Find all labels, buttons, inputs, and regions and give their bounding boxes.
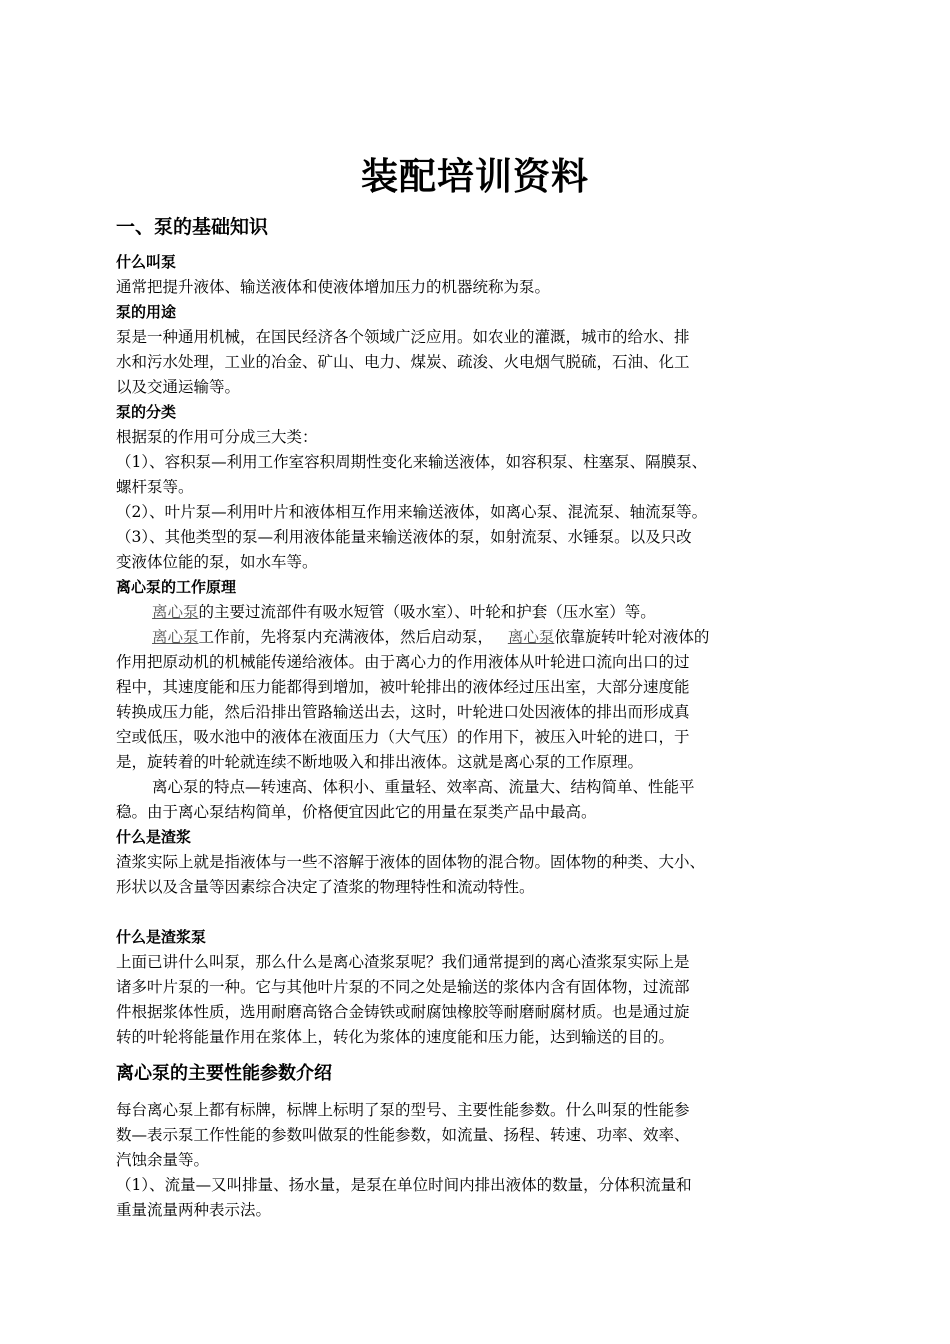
paragraph-line: 重量流量两种表示法。 bbox=[116, 1201, 272, 1219]
paragraph-line: 根据泵的作用可分成三大类： bbox=[116, 428, 318, 446]
text-span: 依靠旋转叶轮对液体的 bbox=[554, 628, 710, 646]
paragraph-line: 上面已讲什么叫泵，那么什么是离心渣浆泵呢？我们通常提到的离心渣浆泵实际上是 bbox=[116, 953, 690, 971]
text-span: 工作前，先将泵内充满液体，然后启动泵， bbox=[198, 628, 494, 646]
section-heading-performance-params: 离心泵的主要性能参数介绍 bbox=[116, 1063, 332, 1084]
paragraph-line: 渣浆实际上就是指液体与一些不溶解于液体的固体物的混合物。固体物的种类、大小、 bbox=[116, 853, 706, 871]
subheading-classification: 泵的分类 bbox=[116, 403, 177, 421]
paragraph-line: 变液体位能的泵，如水车等。 bbox=[116, 553, 318, 571]
paragraph-line: 以及交通运输等。 bbox=[116, 378, 241, 396]
centrifugal-pump-link[interactable]: 离心泵 bbox=[152, 628, 199, 646]
paragraph-line: 作用把原动机的机械能传递给液体。由于离心力的作用液体从叶轮进口流向出口的过 bbox=[116, 653, 690, 671]
paragraph-line: （1）、容积泵—利用工作室容积周期性变化来输送液体，如容积泵、柱塞泵、隔膜泵、 bbox=[116, 453, 708, 471]
paragraph-line: 转换成压力能，然后沿排出管路输送出去，这时，叶轮进口处因液体的排出而形成真 bbox=[116, 703, 690, 721]
section-heading-basics: 一、泵的基础知识 bbox=[116, 216, 269, 238]
paragraph-line: 离心泵的特点—转速高、体积小、重量轻、效率高、流量大、结构简单、性能平 bbox=[152, 778, 695, 796]
paragraph-line: 数—表示泵工作性能的参数叫做泵的性能参数，如流量、扬程、转速、功率、效率、 bbox=[116, 1126, 690, 1144]
paragraph-line: 稳。由于离心泵结构简单，价格便宜因此它的用量在泵类产品中最高。 bbox=[116, 803, 597, 821]
paragraph-line: 泵是一种通用机械，在国民经济各个领域广泛应用。如农业的灌溉，城市的给水、排 bbox=[116, 328, 690, 346]
document-title: 装配培训资料 bbox=[361, 155, 589, 198]
paragraph-line bbox=[152, 625, 709, 649]
paragraph-line: 诸多叶片泵的一种。它与其他叶片泵的不同之处是输送的浆体内含有固体物，过流部 bbox=[116, 978, 690, 996]
paragraph-line: （1）、流量—又叫排量、扬水量，是泵在单位时间内排出液体的数量，分体积流量和 bbox=[116, 1176, 692, 1194]
paragraph-line: 转的叶轮将能量作用在浆体上，转化为浆体的速度能和压力能，达到输送的目的。 bbox=[116, 1028, 675, 1046]
paragraph-line bbox=[152, 600, 656, 624]
paragraph-line: 汽蚀余量等。 bbox=[116, 1151, 210, 1169]
paragraph-line: （3）、其他类型的泵—利用液体能量来输送液体的泵，如射流泵、水锤泵。以及只改 bbox=[116, 528, 692, 546]
paragraph-line: 是，旋转着的叶轮就连续不断地吸入和排出液体。这就是离心泵的工作原理。 bbox=[116, 753, 644, 771]
subheading-usage: 泵的用途 bbox=[116, 303, 177, 321]
centrifugal-pump-link[interactable]: 离心泵 bbox=[152, 603, 199, 621]
paragraph-line: 形状以及含量等因素综合决定了渣浆的物理特性和流动特性。 bbox=[116, 878, 535, 896]
subheading-slurry-pump: 什么是渣浆泵 bbox=[116, 928, 207, 946]
paragraph-line: 件根据浆体性质，选用耐磨高铬合金铸铁或耐腐蚀橡胶等耐磨耐腐材质。也是通过旋 bbox=[116, 1003, 690, 1021]
paragraph-line: 水和污水处理，工业的冶金、矿山、电力、煤炭、疏浚、火电烟气脱硫，石油、化工 bbox=[116, 353, 690, 371]
paragraph-line: 通常把提升液体、输送液体和使液体增加压力的机器统称为泵。 bbox=[116, 278, 551, 296]
subheading-what-is-pump: 什么叫泵 bbox=[116, 253, 177, 271]
subheading-working-principle: 离心泵的工作原理 bbox=[116, 578, 237, 596]
paragraph-line: 螺杆泵等。 bbox=[116, 478, 194, 496]
paragraph-line: （2）、叶片泵—利用叶片和液体相互作用来输送液体，如离心泵、混流泵、轴流泵等。 bbox=[116, 503, 708, 521]
centrifugal-pump-link[interactable]: 离心泵 bbox=[507, 628, 555, 646]
paragraph-line: 空或低压，吸水池中的液体在液面压力（大气压）的作用下，被压入叶轮的进口，于 bbox=[116, 728, 690, 746]
subheading-slurry: 什么是渣浆 bbox=[116, 828, 192, 846]
paragraph-line: 每台离心泵上都有标牌，标牌上标明了泵的型号、主要性能参数。什么叫泵的性能参 bbox=[116, 1101, 690, 1119]
paragraph-line: 程中，其速度能和压力能都得到增加，被叶轮排出的液体经过压出室，大部分速度能 bbox=[116, 678, 690, 696]
text-span: 的主要过流部件有吸水短管（吸水室）、叶轮和护套（压水室）等。 bbox=[198, 603, 656, 621]
